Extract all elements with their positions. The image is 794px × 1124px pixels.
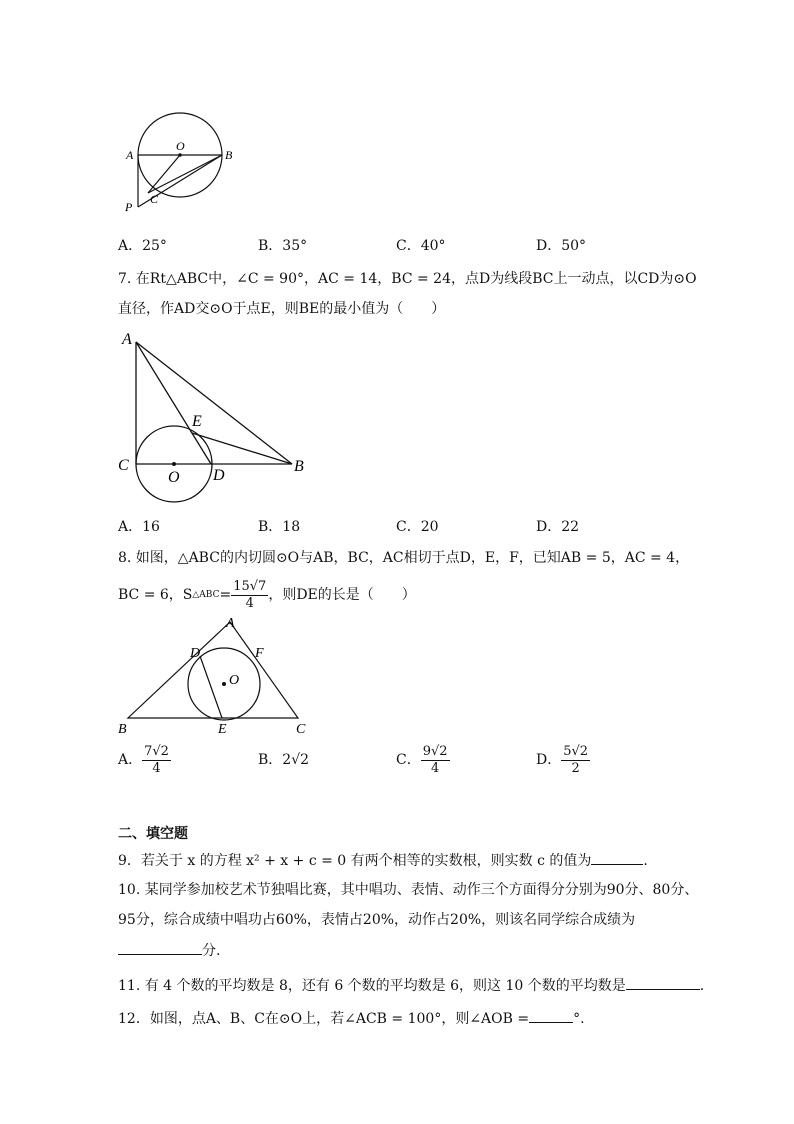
q8-line2-eq: = [219,587,232,603]
q6-label-O: O [176,139,185,153]
q10-line3 [118,940,220,961]
q8-option-d-den: 2 [571,760,580,776]
q8-stem-line2 [118,578,416,612]
q8-option-a [118,742,171,778]
q8-label-B: B [118,722,127,737]
q6-center-dot [178,153,182,157]
figure-q7 [112,328,312,508]
q8-option-c-letter: C． [396,752,421,768]
q8-label-C: C [296,722,306,737]
q6-option-b: B．35° [258,238,308,254]
q8-label-F: F [255,646,264,661]
q7-line-EB [192,433,292,464]
q8-option-d-fraction [561,744,590,777]
q11 [118,975,704,996]
q8-label-A: A [226,616,235,631]
q8-option-c-fraction [421,744,450,777]
q7-label-C: C [118,457,129,474]
figure-q6 [110,105,260,225]
q8-option-a-fraction [142,744,171,777]
q7-center-dot [172,462,176,466]
q8-area-numerator: 15√7 [233,578,267,594]
q8-option-d [536,742,590,778]
q7-line-AD [136,342,211,464]
q10-line1: 10. 某同学参加校艺术节独唱比赛，其中唱功、表情、动作三个方面得分分别为90分、80分、 [118,882,699,898]
q11-text: 11. 有 4 个数的平均数是 8，还有 6 个数的平均数是 6，则这 10 个数的平均数是 [118,978,626,994]
q8-line2-post: ，则DE的长是（ ） [268,587,416,603]
q8-label-O: O [229,673,240,688]
q9-answer-blank[interactable] [591,850,643,865]
q8-option-c-num: 9√2 [422,743,448,759]
q11-end: . [699,978,705,994]
q8-option-a-den: 4 [152,760,161,776]
q8-label-D: D [190,646,201,661]
q8-option-c-den: 4 [430,760,440,776]
q8-option-b-text: 2√2 [282,752,310,768]
q7-label-D: D [213,467,225,484]
q6-line-CB [148,155,222,193]
q7-option-d: D．22 [536,519,580,535]
q8-option-d-num: 5√2 [563,743,589,759]
figure-q8 [112,612,322,740]
q9 [118,850,648,871]
q6-option-d: D．50° [536,238,587,254]
q6-option-c: C．40° [396,238,446,254]
q8-area-subscript: △ABC [192,590,220,600]
q7-stem-line2: 直径，作AD交⊙O于点E，则BE的最小值为（ ） [118,301,446,317]
q8-option-c [396,742,450,778]
q10-line2: 95分，综合成绩中唱功占60%，表情占20%，动作占20%，则该名同学综合成绩为 [118,912,636,928]
q7-label-O: O [168,469,180,486]
q9-text: 9．若关于 x 的方程 x² + x + c = 0 有两个相等的实数根，则实数 c 的值为 [118,853,592,869]
q7-label-B: B [294,458,304,475]
q6-label-C: C [150,192,159,206]
q7-side-AB [136,342,292,464]
q7-option-c: C．20 [396,519,439,535]
q12-answer-blank[interactable] [529,1008,573,1023]
q8-stem-line1: 8. 如图，△ABC的内切圆⊙O与AB，BC，AC相切于点D，E，F，已知AB = 5，AC = 4， [118,550,690,566]
q9-end: . [643,853,648,869]
q8-option-b [258,742,309,778]
q8-center-dot [222,682,226,686]
q7-label-A: A [122,331,132,348]
q8-chord-DE [200,656,222,718]
q6-option-a: A．25° [118,238,167,254]
section-title-fill-in: 二、填空题 [118,826,188,842]
q7-label-E: E [192,413,202,430]
q8-triangle-ABC [128,622,298,718]
q12 [118,1008,585,1029]
q10-unit: 分. [202,943,221,959]
q8-line2-pre: BC = 6，S [118,587,193,603]
q7-option-a: A．16 [118,519,160,535]
q11-answer-blank[interactable] [626,975,700,990]
q10-answer-blank[interactable] [118,940,202,955]
q6-label-P: P [125,200,133,214]
q6-label-A: A [126,148,134,162]
q8-option-a-num: 7√2 [144,743,169,759]
q7-option-b: B．18 [258,519,301,535]
q8-option-d-letter: D． [536,752,562,768]
q6-label-B: B [225,148,233,162]
q6-line-OC [148,155,180,193]
q12-text: 12．如图，点A、B、C在⊙O上，若∠ACB = 100°，则∠AOB = [118,1011,530,1027]
q7-stem-line1: 7. 在Rt△ABC中，∠C = 90°，AC = 14，BC = 24，点D为线段BC上一动点，以CD为⊙O [118,271,697,287]
q8-option-a-letter: A． [118,752,143,768]
q8-option-b-letter: B． [258,752,283,768]
q8-area-denominator: 4 [245,595,254,611]
q8-label-E: E [218,722,227,737]
q12-end: °. [573,1011,585,1027]
q8-area-fraction [231,579,268,612]
